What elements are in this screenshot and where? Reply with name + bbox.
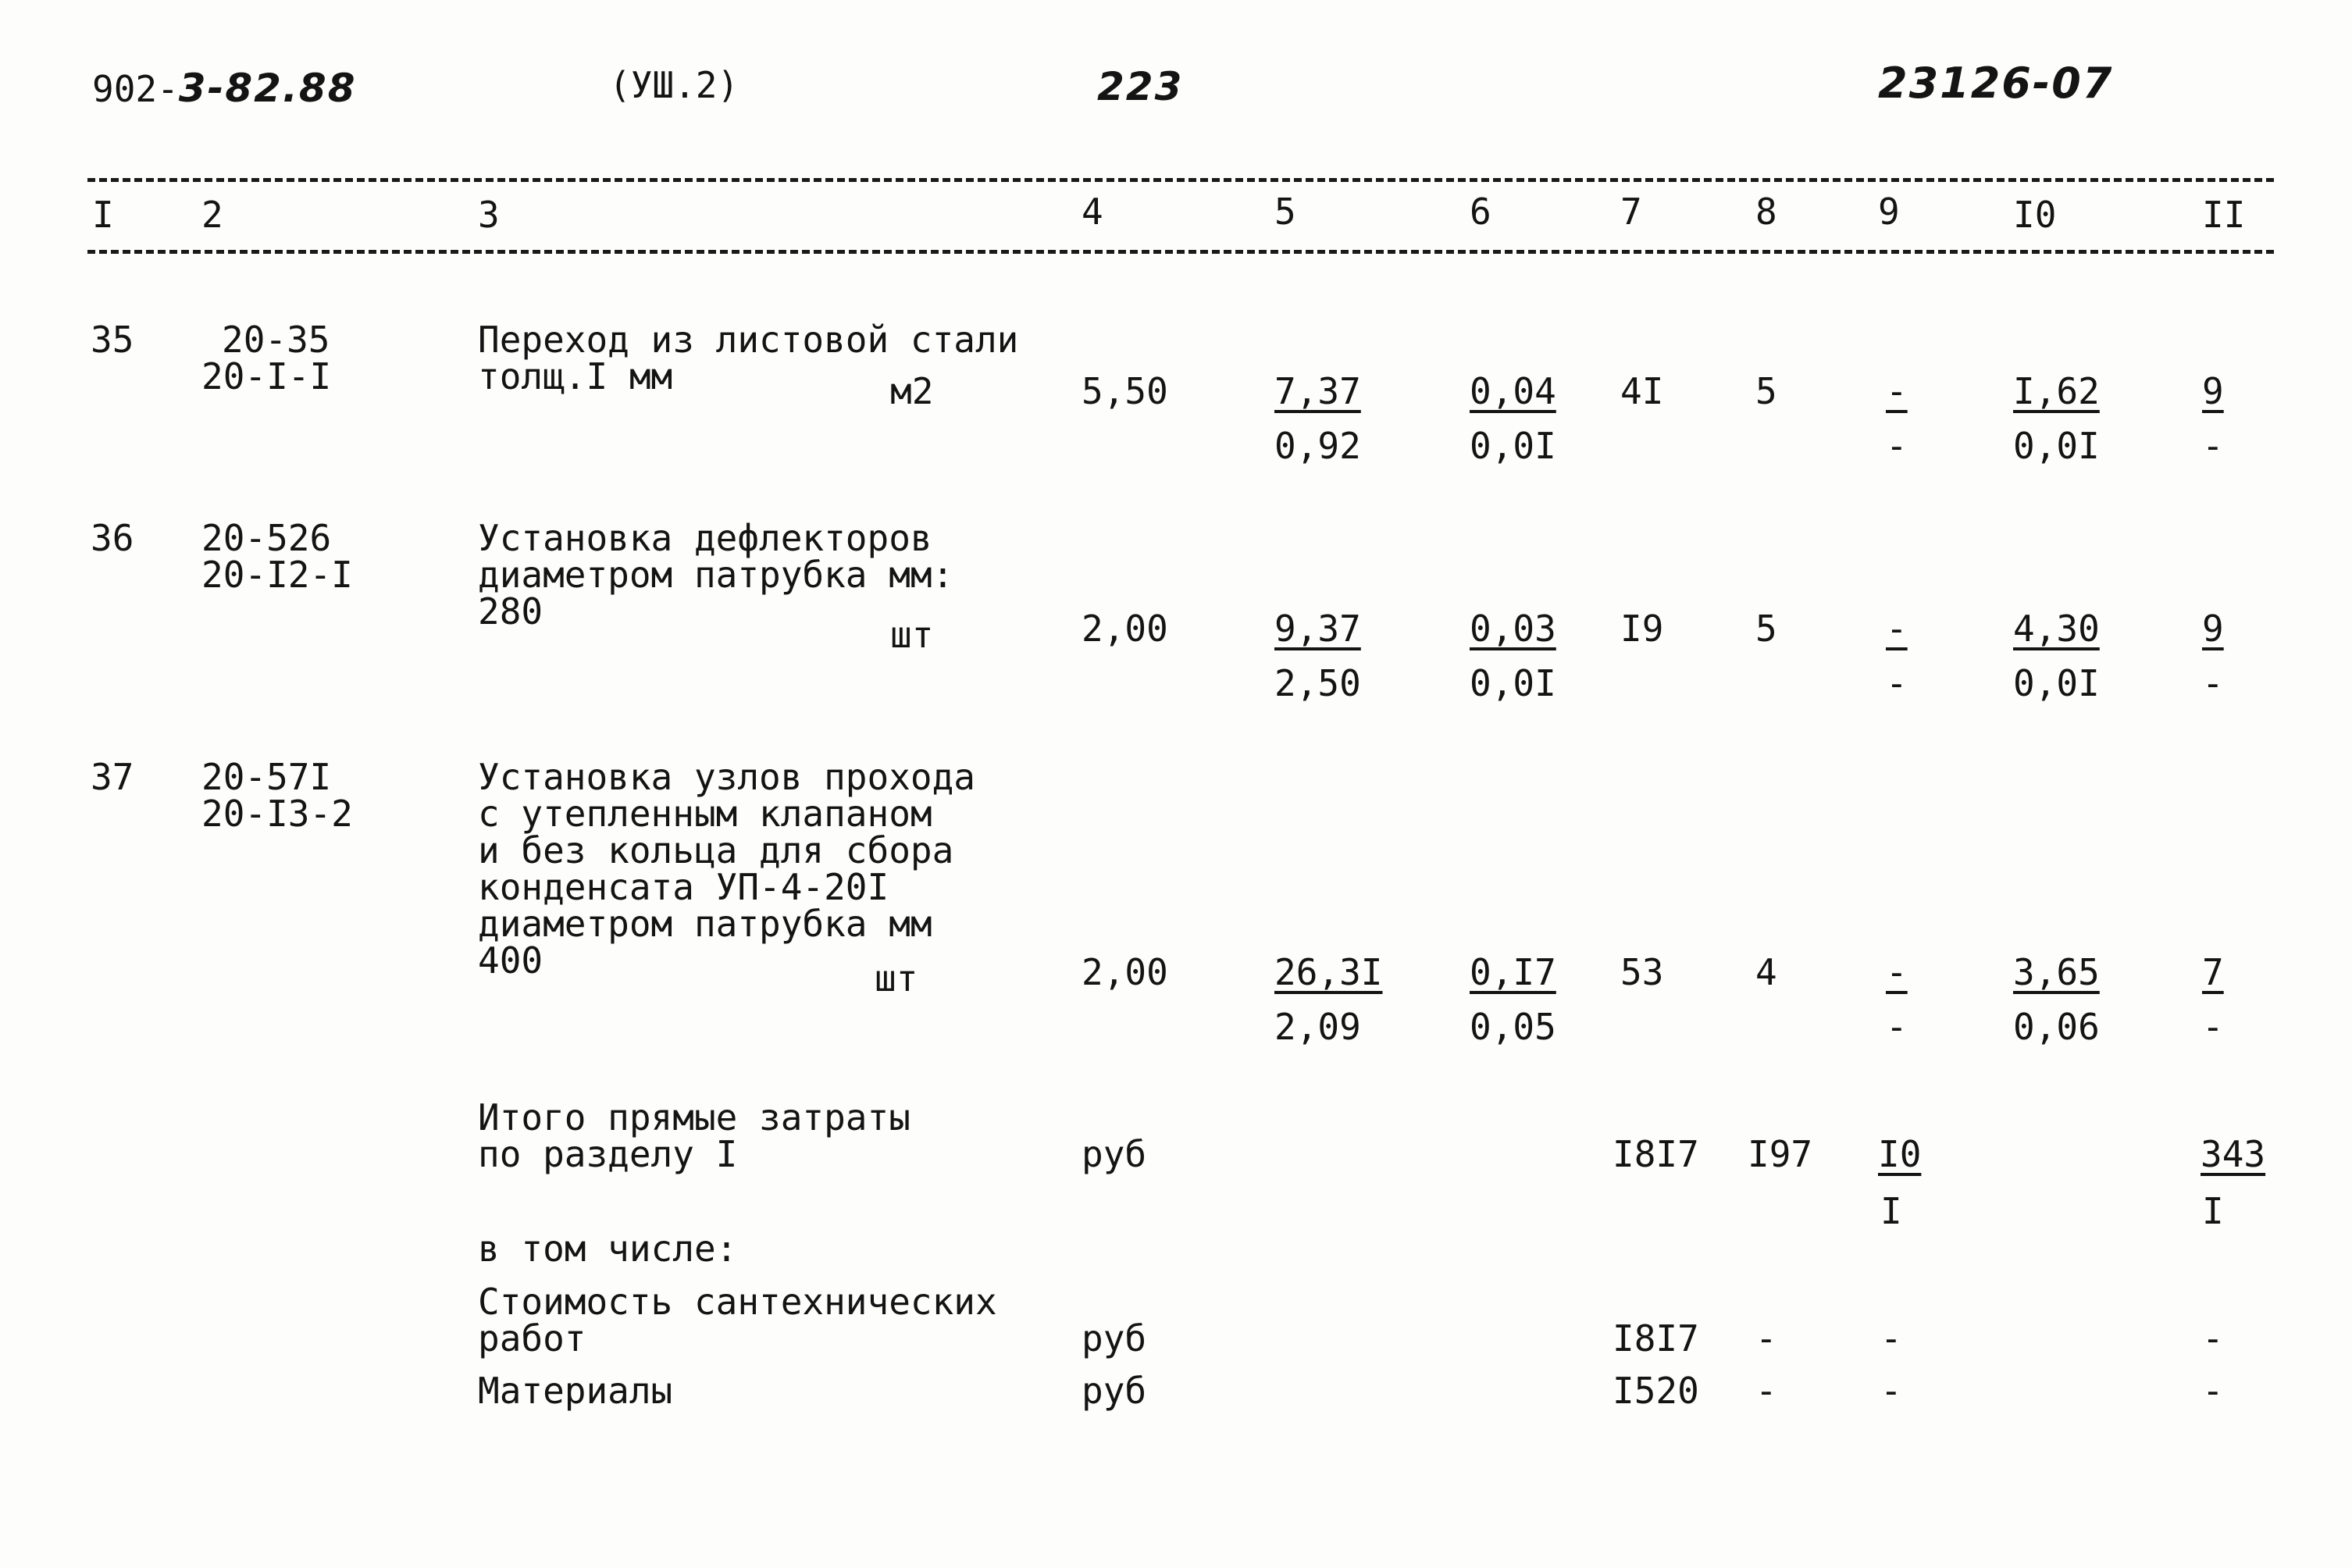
row-code-1: 20-35 bbox=[222, 319, 330, 361]
totals-c9-top: I0 bbox=[1878, 1133, 1922, 1175]
c9-top: - bbox=[1886, 608, 1908, 650]
doc-number bbox=[92, 66, 357, 111]
totals-c8: I97 bbox=[1748, 1133, 1813, 1175]
top-dashed-rule bbox=[87, 178, 2274, 182]
col-3: 3 bbox=[478, 194, 500, 236]
sub-label-line: Стоимость сантехнических bbox=[478, 1281, 997, 1323]
row-desc-line: толщ.I мм bbox=[478, 355, 673, 397]
totals-unit: руб bbox=[1082, 1133, 1147, 1175]
row-desc-line: Установка узлов прохода bbox=[478, 756, 975, 798]
c8: 5 bbox=[1755, 608, 1777, 650]
c11-bottom: - bbox=[2202, 425, 2224, 467]
sub-c7: I8I7 bbox=[1613, 1317, 1699, 1360]
row-unit: м2 bbox=[890, 370, 934, 412]
sub-c9: - bbox=[1880, 1317, 1902, 1360]
c9-bottom: - bbox=[1886, 425, 1908, 467]
row-desc-line: 280 bbox=[478, 590, 543, 633]
row-unit: шт bbox=[875, 957, 918, 1000]
c6-bottom: 0,0I bbox=[1470, 662, 1556, 704]
row-qty: 2,00 bbox=[1082, 608, 1168, 650]
row-desc-line: конденсата УП-4-20I bbox=[478, 866, 889, 908]
c5-bottom: 0,92 bbox=[1274, 425, 1361, 467]
row-code-2: 20-I2-I bbox=[201, 554, 353, 596]
c11-bottom: - bbox=[2202, 662, 2224, 704]
row-unit: шт bbox=[890, 614, 934, 656]
row-desc-line: 400 bbox=[478, 939, 543, 982]
c10-bottom: 0,0I bbox=[2013, 425, 2100, 467]
col-8: 8 bbox=[1755, 191, 1777, 233]
c5-top: 9,37 bbox=[1274, 608, 1361, 650]
sub-c11: - bbox=[2202, 1370, 2224, 1412]
row-qty: 2,00 bbox=[1082, 951, 1168, 993]
col-7: 7 bbox=[1620, 191, 1642, 233]
c6-top: 0,I7 bbox=[1470, 951, 1556, 993]
sub-label-line: работ bbox=[478, 1317, 586, 1360]
row-qty: 5,50 bbox=[1082, 370, 1168, 412]
doc-number-prefix: 902- bbox=[92, 68, 179, 110]
c11-top: 9 bbox=[2202, 370, 2224, 412]
totals-label-line: Итого прямые затраты bbox=[478, 1096, 911, 1139]
row-code-2: 20-I3-2 bbox=[201, 793, 353, 835]
c5-bottom: 2,50 bbox=[1274, 662, 1361, 704]
c11-top: 7 bbox=[2202, 951, 2224, 993]
col-10: I0 bbox=[2013, 194, 2057, 236]
page-number: 223 bbox=[1097, 64, 1184, 109]
col-5: 5 bbox=[1274, 191, 1296, 233]
c8: 5 bbox=[1755, 370, 1777, 412]
header-dashed-rule bbox=[87, 250, 2274, 254]
c10-bottom: 0,0I bbox=[2013, 662, 2100, 704]
row-number: 36 bbox=[91, 517, 134, 559]
row-desc-line: и без кольца для сбора bbox=[478, 829, 954, 871]
c9-bottom: - bbox=[1886, 1006, 1908, 1048]
section-ref: (УШ.2) bbox=[609, 64, 739, 106]
c5-top: 26,3I bbox=[1274, 951, 1383, 993]
sub-unit: руб bbox=[1082, 1370, 1147, 1412]
sub-c7: I520 bbox=[1613, 1370, 1699, 1412]
doc-number-handwritten: 3-82.88 bbox=[178, 66, 357, 111]
c7: I9 bbox=[1620, 608, 1664, 650]
totals-c9-bottom: I bbox=[1880, 1190, 1902, 1232]
totals-c11-bottom: I bbox=[2202, 1190, 2224, 1232]
c8: 4 bbox=[1755, 951, 1777, 993]
sheet-code: 23126-07 bbox=[1878, 59, 2114, 108]
c5-top: 7,37 bbox=[1274, 370, 1361, 412]
c10-top: 4,30 bbox=[2013, 608, 2100, 650]
row-desc-line: диаметром патрубка мм: bbox=[478, 554, 954, 596]
c6-bottom: 0,0I bbox=[1470, 425, 1556, 467]
c6-bottom: 0,05 bbox=[1470, 1006, 1556, 1048]
sub-c11: - bbox=[2202, 1317, 2224, 1360]
row-number: 35 bbox=[91, 319, 134, 361]
row-code-2: 20-I-I bbox=[201, 355, 332, 397]
c10-top: 3,65 bbox=[2013, 951, 2100, 993]
c6-top: 0,04 bbox=[1470, 370, 1556, 412]
row-number: 37 bbox=[91, 756, 134, 798]
row-desc-line: Установка дефлекторов bbox=[478, 517, 932, 559]
row-code-1: 20-57I bbox=[201, 756, 332, 798]
sub-c8: - bbox=[1755, 1370, 1777, 1412]
col-9: 9 bbox=[1878, 191, 1900, 233]
sub-c8: - bbox=[1755, 1317, 1777, 1360]
c10-top: I,62 bbox=[2013, 370, 2100, 412]
c7: 53 bbox=[1620, 951, 1664, 993]
col-4: 4 bbox=[1082, 191, 1103, 233]
totals-label-line: по разделу I bbox=[478, 1133, 738, 1175]
c5-bottom: 2,09 bbox=[1274, 1006, 1361, 1048]
sub-label-line: Материалы bbox=[478, 1370, 673, 1412]
row-desc-line: с утепленным клапаном bbox=[478, 793, 932, 835]
c10-bottom: 0,06 bbox=[2013, 1006, 2100, 1048]
row-code-1: 20-526 bbox=[201, 517, 332, 559]
including-label: в том числе: bbox=[478, 1228, 738, 1270]
c11-bottom: - bbox=[2202, 1006, 2224, 1048]
c7: 4I bbox=[1620, 370, 1664, 412]
totals-c7: I8I7 bbox=[1613, 1133, 1699, 1175]
sub-unit: руб bbox=[1082, 1317, 1147, 1360]
c9-top: - bbox=[1886, 370, 1908, 412]
sub-c9: - bbox=[1880, 1370, 1902, 1412]
row-desc-line: диаметром патрубка мм bbox=[478, 903, 932, 945]
col-2: 2 bbox=[201, 194, 223, 236]
c9-top: - bbox=[1886, 951, 1908, 993]
col-1: I bbox=[92, 194, 114, 236]
col-6: 6 bbox=[1470, 191, 1491, 233]
col-11: II bbox=[2202, 194, 2246, 236]
c6-top: 0,03 bbox=[1470, 608, 1556, 650]
c9-bottom: - bbox=[1886, 662, 1908, 704]
row-desc-line: Переход из листовой стали bbox=[478, 319, 1019, 361]
c11-top: 9 bbox=[2202, 608, 2224, 650]
totals-c11-top: 343 bbox=[2201, 1133, 2266, 1175]
